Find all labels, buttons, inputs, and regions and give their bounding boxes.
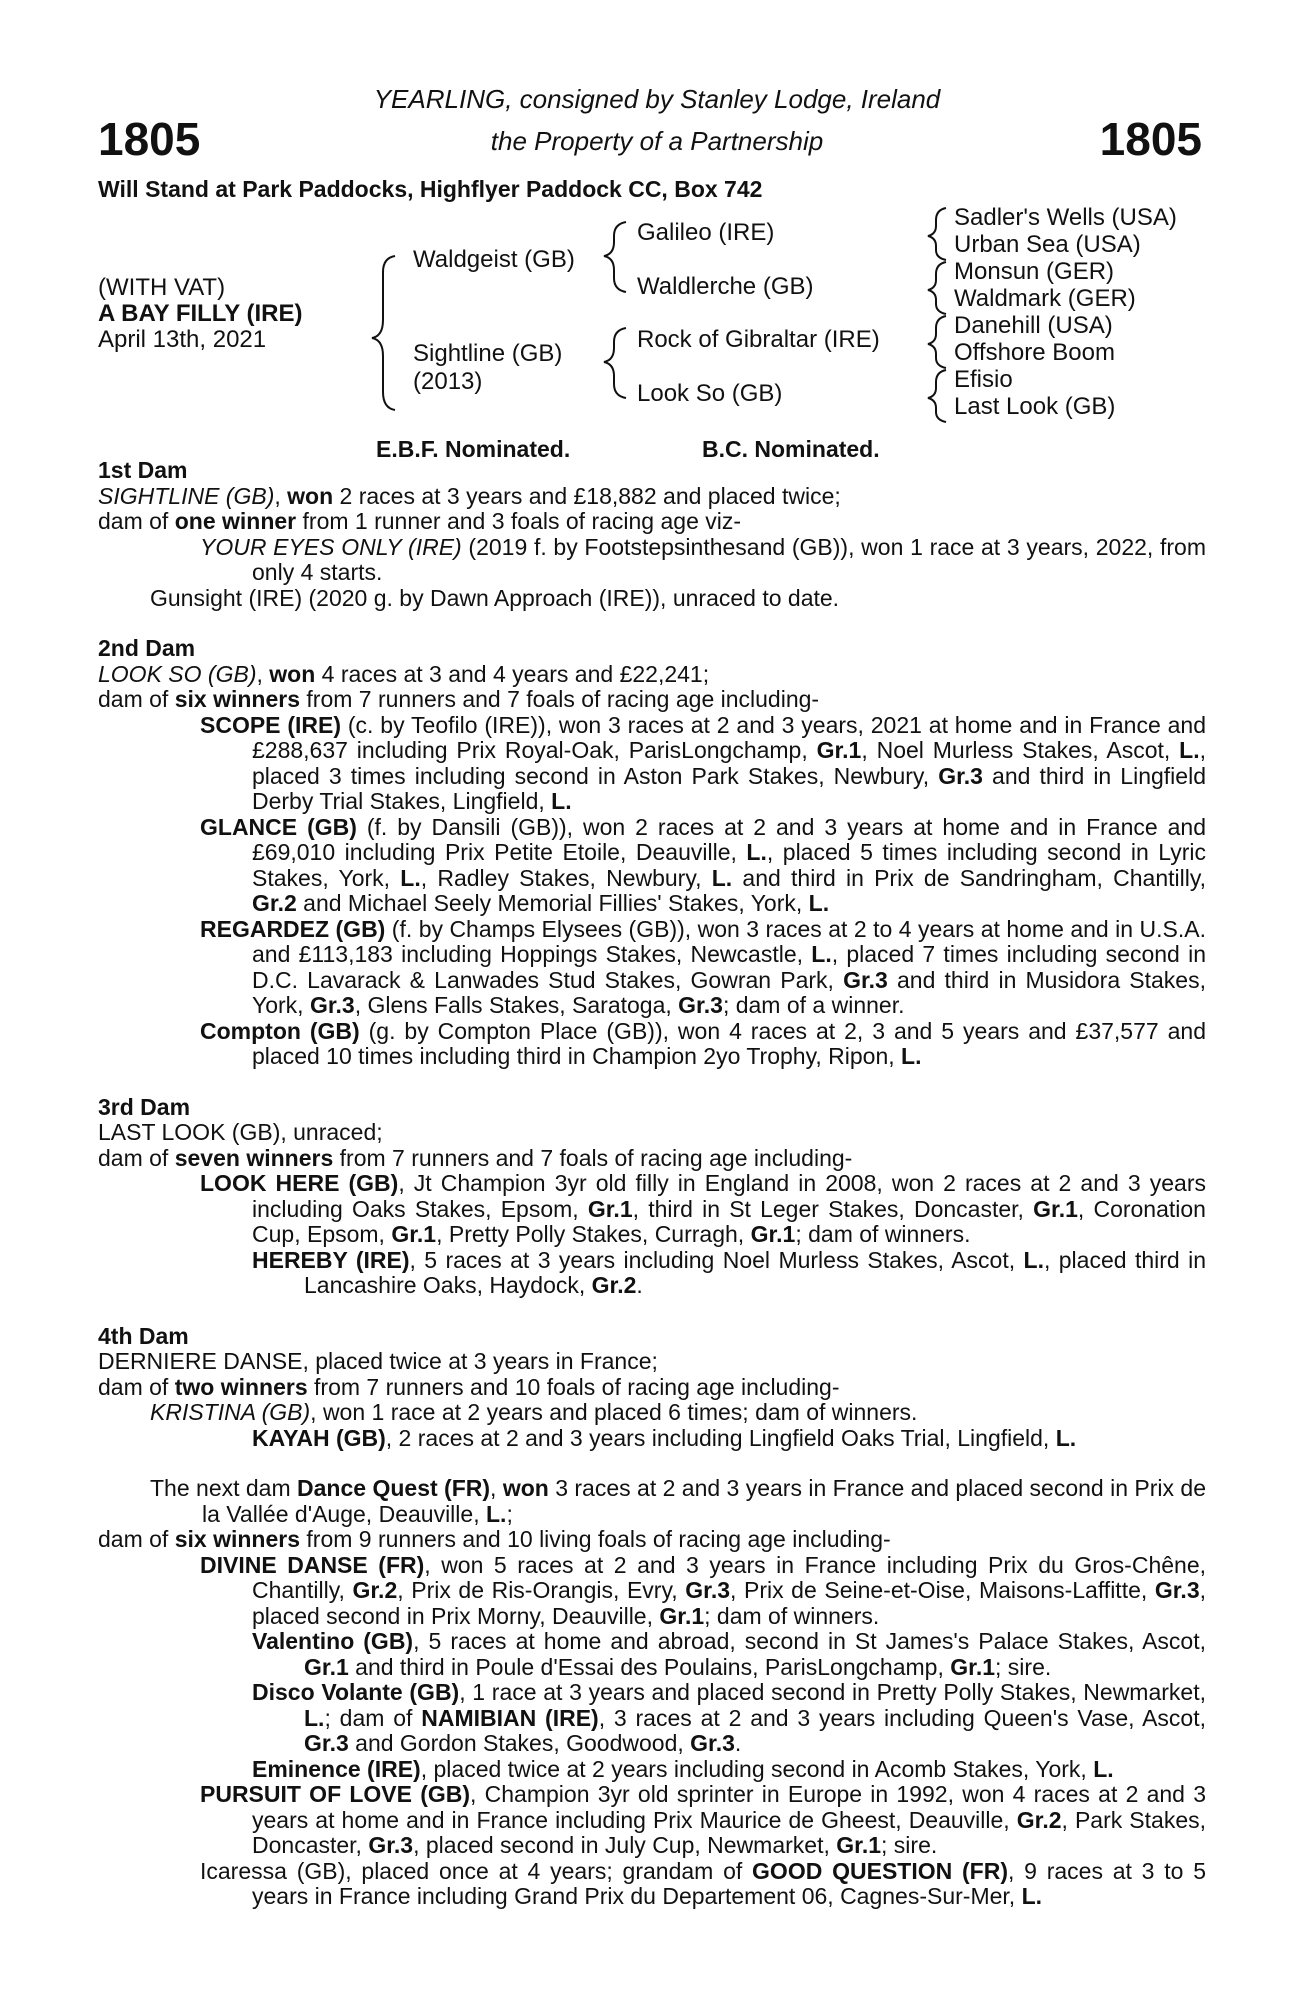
- produce-disco-volante: Disco Volante (GB), 1 race at 3 years and placed second in Pretty Polly Stakes, Newmarket, L.; dam of NAMIBIAN (IRE), 3 races at 2 and 3 years including Queen's Vase, Ascot, Gr.3 and Gordon Stakes, Goodwood, Gr.3.: [252, 1679, 1206, 1756]
- ancestor-3: Monsun (GER): [954, 258, 1115, 285]
- catalogue-body: [98, 458, 1206, 1910]
- lot-number-left: 1805: [98, 113, 201, 165]
- consignor-line: YEARLING, consigned by Stanley Lodge, Ireland: [373, 84, 941, 114]
- produce-compton: Compton (GB) (g. by Compton Place (GB)), won 4 races at 2, 3 and 5 years and £37,577 and placed 10 times including third in Champion 2yo Trophy, Ripon, L.: [200, 1017, 1206, 1069]
- next-dam-record: The next dam Dance Quest (FR), won 3 races at 2 and 3 years in France and placed second in Prix de la Vallée d'Auge, Deauville, L.;: [150, 1475, 1206, 1527]
- stand-location: Will Stand at Park Paddocks, Highflyer Paddock CC, Box 742: [98, 176, 763, 202]
- fourth-dam-record: DERNIERE DANSE, placed twice at 3 years in France;: [98, 1348, 658, 1374]
- produce-kristina: KRISTINA (GB), won 1 race at 2 years and placed 6 times; dam of winners.: [150, 1399, 918, 1425]
- horse-name: A BAY FILLY (IRE): [98, 300, 303, 327]
- sire-dam-name: Waldlerche (GB): [637, 273, 814, 300]
- ebf-nomination: E.B.F. Nominated.: [376, 436, 571, 462]
- third-dam-heading: 3rd Dam: [98, 1093, 191, 1120]
- sire-name: Waldgeist (GB): [413, 246, 575, 273]
- ancestor-5: Danehill (USA): [954, 312, 1113, 339]
- bc-nomination: B.C. Nominated.: [702, 436, 880, 462]
- produce-valentino: Valentino (GB), 5 races at home and abroad, second in St James's Palace Stakes, Ascot, Gr.1 and third in Poule d'Essai des Poulains, ParisLongchamp, Gr.1; sire.: [252, 1628, 1207, 1680]
- produce-scope: SCOPE (IRE) (c. by Teofilo (IRE)), won 3 races at 2 and 3 years, 2021 at home and in France and £288,637 including Prix Royal-Oak, ParisLongchamp, Gr.1, Noel Murless Stakes, Ascot, L., placed 3 times including second in Aston Park Stakes, Newbury, Gr.3 and third in Lingfield Derby Trial Stakes, Lingfield, L.: [200, 711, 1206, 814]
- second-dam-produce: dam of six winners from 7 runners and 7 foals of racing age including-: [98, 686, 820, 712]
- sire-sire-name: Galileo (IRE): [637, 219, 775, 246]
- produce-eminence: Eminence (IRE), placed twice at 2 years including second in Acomb Stakes, York, L.: [252, 1755, 1114, 1782]
- first-dam-produce: dam of one winner from 1 runner and 3 foals of racing age viz-: [98, 508, 742, 534]
- dam-dam-name: Look So (GB): [637, 380, 783, 407]
- produce-icaressa: Icaressa (GB), placed once at 4 years; grandam of GOOD QUESTION (FR), 9 races at 3 to 5 years in France including Grand Prix du Departement 06, Cagnes-Sur-Mer, L.: [200, 1857, 1206, 1909]
- produce-regardez: REGARDEZ (GB) (f. by Champs Elysees (GB)), won 3 races at 2 to 4 years at home and in U.S.A. and £113,183 including Hoppings Stakes, Newcastle, L., placed 7 times including second in D.C. Lavarack & Lanwades Stud Stakes, Gowran Park, Gr.3 and third in Musidora Stakes, York, Gr.3, Glens Falls Stakes, Saratoga, Gr.3; dam of a winner.: [200, 915, 1206, 1018]
- next-dam-produce: dam of six winners from 9 runners and 10 living foals of racing age including-: [98, 1526, 891, 1552]
- produce-kayah: KAYAH (GB), 2 races at 2 and 3 years including Lingfield Oaks Trial, Lingfield, L.: [252, 1424, 1077, 1451]
- property-line: the Property of a Partnership: [490, 126, 824, 156]
- produce-pursuit-of-love: PURSUIT OF LOVE (GB), Champion 3yr old sprinter in Europe in 1992, won 4 races at 2 and 3 years at home and in France including Prix Maurice de Gheest, Deauville, Gr.2, Park Stakes, Doncaster, Gr.3, placed second in July Cup, Newmarket, Gr.1; sire.: [200, 1781, 1207, 1858]
- ancestor-4: Waldmark (GER): [954, 285, 1136, 312]
- fourth-dam-produce: dam of two winners from 7 runners and 10 foals of racing age including-: [98, 1373, 840, 1400]
- second-dam-record: LOOK SO (GB), won 4 races at 3 and 4 years and £22,241;: [98, 660, 710, 687]
- ancestor-6: Offshore Boom: [954, 339, 1115, 366]
- vat-label: (WITH VAT): [98, 274, 226, 301]
- produce-look-here: LOOK HERE (GB), Jt Champion 3yr old filly in England in 2008, won 2 races at 2 and 3 years including Oaks Stakes, Epsom, Gr.1, third in St Leger Stakes, Doncaster, Gr.1, Coronation Cup, Epsom, Gr.1, Pretty Polly Stakes, Curragh, Gr.1; dam of winners.: [200, 1170, 1206, 1247]
- lot-number-right: 1805: [1099, 113, 1202, 165]
- dam-sire-name: Rock of Gibraltar (IRE): [637, 326, 880, 353]
- second-dam-heading: 2nd Dam: [98, 635, 196, 661]
- ancestor-1: Sadler's Wells (USA): [954, 204, 1177, 231]
- third-dam-produce: dam of seven winners from 7 runners and 7 foals of racing age including-: [98, 1144, 853, 1171]
- ancestor-7: Efisio: [954, 366, 1013, 393]
- first-dam-heading: 1st Dam: [98, 457, 188, 483]
- dam-foaling-year: (2013): [413, 368, 483, 395]
- horse-dob: April 13th, 2021: [98, 326, 267, 353]
- first-dam-record: SIGHTLINE (GB), won 2 races at 3 years and £18,882 and placed twice;: [98, 482, 841, 509]
- produce-divine-danse: DIVINE DANSE (FR), won 5 races at 2 and 3 years in France including Prix du Gros-Chêne, Chantilly, Gr.2, Prix de Ris-Orangis, Evry, Gr.3, Prix de Seine-et-Oise, Maisons-Laffitte, Gr.3, placed second in Prix Morny, Deauville, Gr.1; dam of winners.: [200, 1551, 1207, 1629]
- produce-your-eyes-only: YOUR EYES ONLY (IRE) (2019 f. by Footstepsinthesand (GB)), won 1 race at 3 years, 2022, from only 4 starts.: [200, 533, 1207, 585]
- produce-gunsight: Gunsight (IRE) (2020 g. by Dawn Approach (IRE)), unraced to date.: [150, 584, 840, 611]
- ancestor-2: Urban Sea (USA): [954, 231, 1141, 258]
- produce-glance: GLANCE (GB) (f. by Dansili (GB)), won 2 races at 2 and 3 years at home and in France and £69,010 including Prix Petite Etoile, Deauville, L., placed 5 times including second in Lyric Stakes, York, L., Radley Stakes, Newbury, L. and third in Prix de Sandringham, Chantilly, Gr.2 and Michael Seely Memorial Fillies' Stakes, York, L.: [200, 813, 1207, 916]
- dam-name: Sightline (GB): [413, 340, 563, 367]
- fourth-dam-heading: 4th Dam: [98, 1322, 189, 1349]
- third-dam-record: LAST LOOK (GB), unraced;: [98, 1119, 383, 1145]
- produce-hereby: HEREBY (IRE), 5 races at 3 years including Noel Murless Stakes, Ascot, L., placed third in Lancashire Oaks, Haydock, Gr.2.: [252, 1246, 1206, 1298]
- ancestor-8: Last Look (GB): [954, 393, 1116, 420]
